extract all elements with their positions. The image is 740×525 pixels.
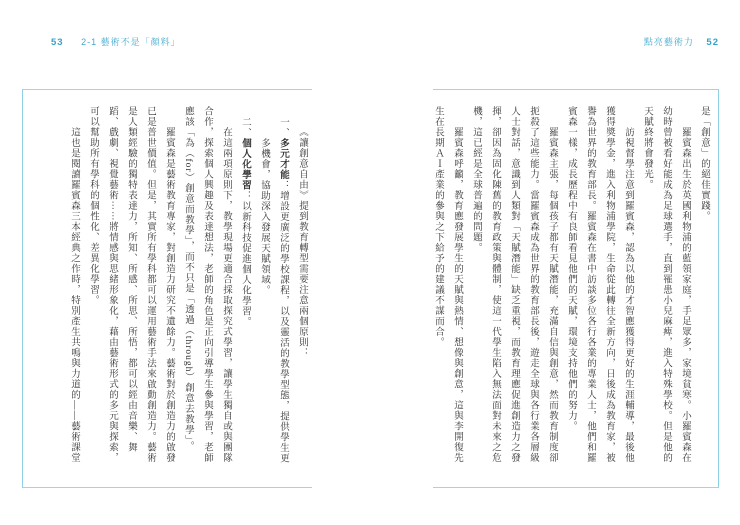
paragraph <box>254 106 292 463</box>
text-run: 羅賓森出生於英國利物浦的藍領家庭，手足眾多，家境貧寒。小羅賓森在幼時曾被看好能成為足球選手，直到罹患小兒麻痺，進入特殊學校。但是他的天賦終將會發光。 <box>642 106 690 463</box>
chapter-title: 2-1 藝術不是「顏料」 <box>81 37 181 47</box>
page-number-left: 53 <box>51 37 64 48</box>
text-run: 羅賓森是藝術教育專家，對創造力研究不遺餘力。藝術對於創造力的啟發已是普世價值。但是，其實所有學科都可以運用藝術手法來啟動創造力。藝術是人類經驗的獨特表達力，所知、所感、所思、所悟，都可以經由音樂、舞蹈、戲劇、視覺藝術⋯⋯將情感與思緒形象化，藉由藝術形式的多元與探索，可以幫助所有學科的個性化、差異化學習。 <box>88 106 174 463</box>
text-run: 是「創意」的絕佳實踐。 <box>699 106 709 222</box>
paragraph <box>694 106 713 463</box>
running-header-left <box>51 35 181 48</box>
text-run: 這也是閱讀羅賓森三本經典之作時，特別產生共鳴與力道的——藝術課堂 <box>69 127 79 463</box>
paragraph <box>637 106 694 463</box>
paragraph <box>235 106 254 463</box>
text-run: 羅賓森呼籲，教育應發展學生的天賦與熱情、想像與創意，這與李開復先生在長期ＡＩ產業的參與之下給予的建議不謀而合。 <box>433 106 462 463</box>
text-run: 羅賓森主張，每個孩子都有天賦潛能，充滿自信與創意，然而教育制度卻扼殺了這些能力。當羅賓森成為世界的教育部長後，遊走全球與各行業各層級人士對話，意識到人類對「天賦潛能」缺乏重視，而教育理應促進創造力之發揮，卻因為固化陳舊的教育政策與體制，使這一代學生陷入無法面對未來之危機，這已經是全球普遍的問題。 <box>471 106 557 463</box>
page-number-right: 52 <box>706 37 719 48</box>
paragraph <box>561 106 637 463</box>
text-run: ：增設更廣泛的學校課程，以及靈活的教學型態，提供學生更多機會，協助深入發展天賦領域。 <box>259 137 288 463</box>
text-run: 一、 <box>278 116 288 138</box>
paragraph <box>466 106 561 463</box>
text-run: 訪視督學注意到羅賓森，認為以他的才智應獲得更好的生涯輔導，最後他獲得獎學金，進入利物浦學院，生命從此轉往全新方向，日後成為教育家，被譽為世界的教育部長。羅賓森在書中訪談多位各行各業的專業人士，他們和羅賓森一樣，成長歷程中有良師看見他們的天賦，環境支持他們的努力。 <box>566 106 633 463</box>
emphasized-term: 個人化學習 <box>240 137 250 190</box>
book-title: 點亮藝術力 <box>643 37 694 47</box>
text-run: 在這兩項原則下，教學現場更適合採取探究式學習，讓學生獨自或與團隊合作，探索個人興趣及表達想法，老師的角色是正向引導學生參與學習，老師應該「為（for）創意而教學」，而不只是「透過（through）創意去教學」。 <box>183 106 231 463</box>
text-run: 《讓創意自由》提到教育轉型需要注意兩個原則： <box>297 127 307 358</box>
emphasized-term: 多元才能 <box>278 137 288 180</box>
body-text-left <box>64 106 311 463</box>
paragraph <box>292 106 311 463</box>
paragraph <box>64 106 83 463</box>
text-run: 二、 <box>240 116 250 138</box>
text-run: ：以新科技促進個人化學習。 <box>240 190 250 327</box>
running-header-right <box>644 35 719 48</box>
paragraph <box>428 106 466 463</box>
body-text-right <box>428 106 713 463</box>
paragraph <box>83 106 178 463</box>
paragraph <box>178 106 235 463</box>
